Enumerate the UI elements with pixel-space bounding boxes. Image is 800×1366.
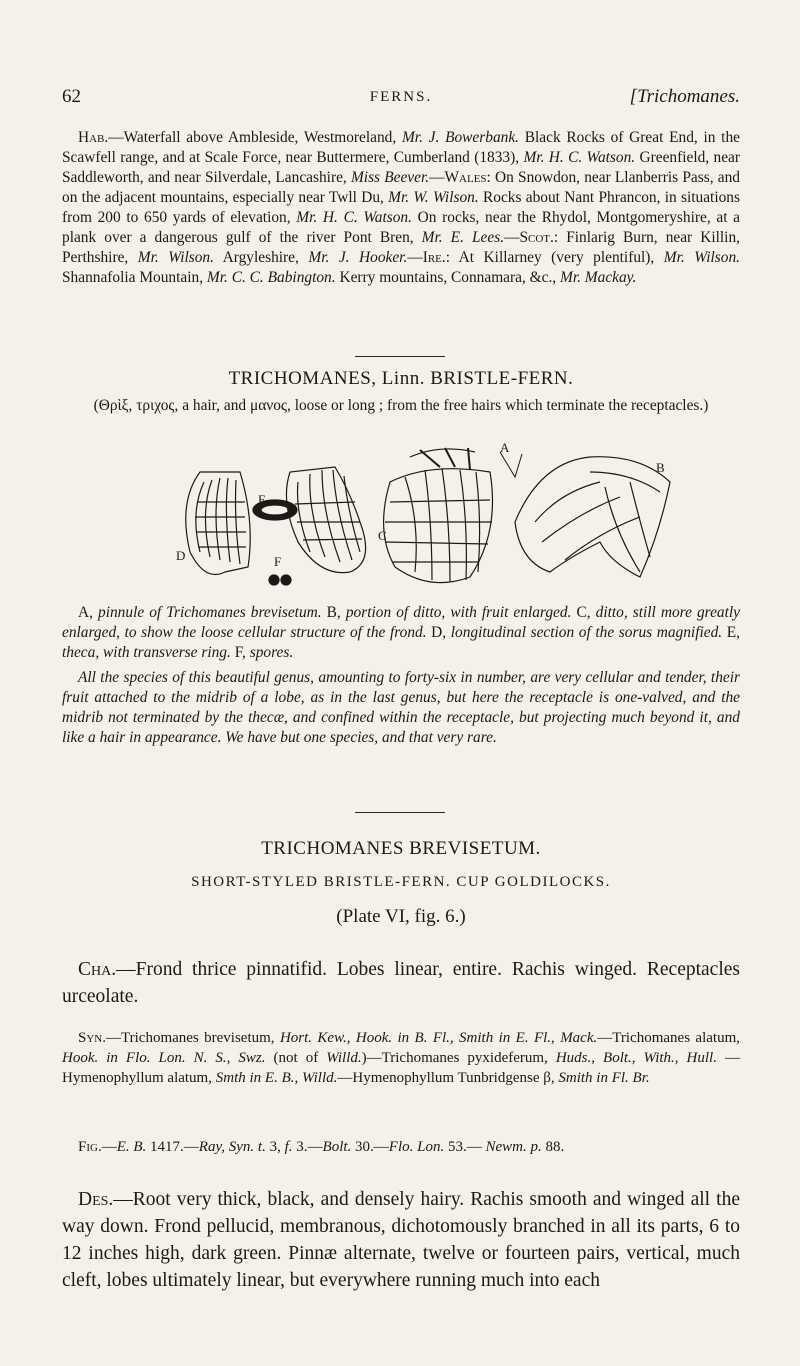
- hab-body-segment: Mr. J. Hooker.: [308, 249, 408, 266]
- figure-caption: [62, 603, 740, 663]
- figures-paragraph: [62, 1137, 740, 1157]
- fig-body-segment: —: [101, 1139, 117, 1155]
- hab-body-segment: Scot.: [519, 229, 554, 246]
- fig-label: Fig.: [78, 1139, 102, 1155]
- habitat-paragraph: [62, 128, 740, 288]
- hab-body-segment: Black Rocks of Great End, in the Scawfell range, and at Scale Force, near Buttermere, Cumberland (1833),: [62, 129, 740, 166]
- caption-body-segment: B,: [321, 604, 346, 621]
- hab-body-segment: Mr. Wilson.: [663, 249, 740, 266]
- caption-body-segment: E,: [722, 624, 740, 641]
- description-paragraph: [62, 1186, 740, 1294]
- hab-body-segment: Miss Beever.: [350, 169, 430, 186]
- syn-label: Syn.: [78, 1030, 106, 1046]
- hab-body-segment: Mr. Mackay.: [560, 269, 637, 286]
- label-a: A: [500, 442, 510, 455]
- hab-label: Hab.: [78, 129, 109, 146]
- hab-body-segment: —Waterfall above Ambleside, Westmoreland,: [108, 129, 402, 146]
- hab-body-segment: Mr. W. Wilson.: [388, 189, 479, 206]
- etymology: (Θρὶξ, τριχος, a hair, and μανος, loose or long ; from the free hairs which terminate the receptacles.): [93, 397, 709, 414]
- label-d: D: [176, 548, 186, 563]
- fig-body-segment: Ray, Syn. t.: [198, 1139, 266, 1155]
- section-divider: [355, 356, 445, 357]
- hab-body-segment: Wales: [444, 169, 487, 186]
- fig-body-segment: Flo. Lon.: [388, 1139, 445, 1155]
- hab-body-segment: Mr. H. C. Watson.: [523, 149, 636, 166]
- species-heading: TRICHOMANES BREVISETUM.: [261, 838, 541, 859]
- caption-body-segment: theca, with transverse ring.: [62, 644, 231, 661]
- hab-body-segment: Kerry mountains, Connamara, &c.,: [335, 269, 560, 286]
- characters-paragraph: [62, 956, 740, 1010]
- caption-body-segment: D,: [426, 624, 451, 641]
- hab-body-segment: On rocks, near the Rhydol, Montgomeryshire, at a plank over a dangerous gulf of the river Pont Bren,: [62, 209, 740, 246]
- label-c: C: [378, 528, 387, 543]
- hab-body-segment: Ire.: [422, 249, 446, 266]
- fig-body: [102, 1139, 565, 1155]
- plate-reference: (Plate VI, fig. 6.): [336, 906, 466, 927]
- common-names: SHORT-STYLED BRISTLE-FERN. CUP GOLDILOCKS.: [191, 874, 611, 890]
- syn-body-segment: )—Trichomanes pyxideferum,: [361, 1050, 556, 1066]
- syn-body-segment: —Hymenophyllum alatum,: [62, 1050, 740, 1086]
- genus-description: [62, 668, 740, 748]
- hab-body-segment: Greenfield, near Saddleworth, and near Silverdale, Lancashire,: [62, 149, 740, 186]
- hab-body-segment: Argyleshire,: [213, 249, 309, 266]
- label-b: B: [656, 460, 665, 475]
- caption-body-segment: pinnule of Trichomanes brevisetum.: [98, 604, 322, 621]
- hab-body-segment: : At Killarney (very plentiful),: [445, 249, 664, 266]
- hab-body-segment: Shannafolia Mountain,: [62, 269, 207, 286]
- hab-body-segment: —: [407, 249, 423, 266]
- hab-body-segment: Mr. C. C. Babington.: [206, 269, 336, 286]
- caption-body: [62, 604, 740, 661]
- fig-body-segment: E. B.: [116, 1139, 147, 1155]
- syn-body-segment: Smith in Fl. Br.: [558, 1070, 650, 1086]
- caption-body-segment: longitudinal section of the sorus magnified.: [450, 624, 723, 641]
- running-title: FERNS.: [369, 89, 433, 105]
- hab-body-segment: Mr. H. C. Watson.: [296, 209, 412, 226]
- fig-body-segment: 53.—: [444, 1139, 486, 1155]
- des-label: Des.: [78, 1188, 114, 1210]
- fig-body-segment: Newm. p.: [485, 1139, 542, 1155]
- syn-body-segment: (not of: [265, 1050, 327, 1066]
- fig-body-segment: f.: [284, 1139, 293, 1155]
- label-e: E: [258, 492, 266, 507]
- caption-body-segment: portion of ditto, with fruit enlarged.: [345, 604, 572, 621]
- hab-body-segment: Mr. E. Lees.: [421, 229, 505, 246]
- syn-body-segment: Hort. Kew., Hook. in B. Fl., Smith in E. Fl., Mack.: [279, 1030, 598, 1046]
- section-title: [Trichomanes.: [629, 86, 740, 107]
- hab-body-segment: : Finlarig Burn, near Killin, Perthshire,: [62, 229, 740, 266]
- hab-body-segment: : On Snowdon, near Llanberris Pass, and on the adjacent mountains, especially near Twll Du,: [62, 169, 741, 206]
- caption-body-segment: C,: [571, 604, 596, 621]
- syn-body: [62, 1030, 740, 1086]
- section-divider-2: [355, 812, 445, 813]
- fig-body-segment: 1417.—: [146, 1139, 199, 1155]
- genus-heading: TRICHOMANES, Linn. BRISTLE-FERN.: [228, 368, 574, 389]
- fig-body-segment: Bolt.: [322, 1139, 352, 1155]
- caption-body-segment: A,: [78, 604, 99, 621]
- genus-text: All the species of this beautiful genus, amounting to forty-six in number, are very cellular and tender, their fruit attached to the midrib of a lobe, as in the last genus, but here the receptacle is one-valved, and the midrib not terminated by the thecæ, and confined within the receptacle, but projecting much beyond it, and like a hair in appearance. We have but one species, and that very rare.: [62, 669, 740, 746]
- hab-body: [62, 129, 740, 286]
- hab-body-segment: —: [429, 169, 445, 186]
- hab-body-segment: Rocks about Nant Phrancon, in situations from 200 to 650 yards of elevation,: [62, 189, 740, 226]
- syn-body-segment: —Trichomanes alatum,: [597, 1030, 740, 1046]
- fig-body-segment: 3,: [265, 1139, 285, 1155]
- fern-illustration: [170, 442, 685, 590]
- hab-body-segment: Mr. Wilson.: [137, 249, 214, 266]
- syn-body-segment: Willd.: [326, 1050, 362, 1066]
- syn-body-segment: Hook. in Flo. Lon. N. S., Swz.: [62, 1050, 266, 1066]
- syn-body-segment: —Trichomanes brevisetum,: [105, 1030, 280, 1046]
- syn-body-segment: Huds., Bolt., With., Hull.: [555, 1050, 717, 1066]
- syn-body-segment: Smth in E. B., Willd.: [215, 1070, 338, 1086]
- fig-body-segment: 30.—: [351, 1139, 389, 1155]
- label-f: F: [274, 554, 282, 569]
- fern-engraving: [170, 442, 685, 590]
- caption-body-segment: ditto, still more greatly enlarged, to show the loose cellular structure of the frond.: [62, 604, 740, 641]
- cha-label: Cha.: [78, 958, 117, 980]
- cha-text: —Frond thrice pinnatifid. Lobes linear, entire. Rachis winged. Receptacles urceolate.: [62, 958, 740, 1007]
- fig-body-segment: 88.: [541, 1139, 565, 1155]
- caption-body-segment: spores.: [249, 644, 294, 661]
- hab-body-segment: —: [504, 229, 520, 246]
- running-header: [62, 86, 740, 114]
- des-text: —Root very thick, black, and densely hairy. Rachis smooth and winged all the way down. Frond pellucid, membranous, dichotomously branched in all its parts, 6 to 12 inches high, dark green. Pinnæ alternate, twelve or fourteen pairs, vertical, much cleft, lobes ultimately linear, but everywhere running much into each: [62, 1188, 740, 1291]
- synonyms-paragraph: [62, 1028, 740, 1088]
- hab-body-segment: Mr. J. Bowerbank.: [401, 129, 520, 146]
- fig-body-segment: 3.—: [292, 1139, 323, 1155]
- syn-body-segment: —Hymenophyllum Tunbridgense β,: [337, 1070, 559, 1086]
- caption-body-segment: F,: [230, 644, 250, 661]
- page-number: 62: [62, 86, 81, 107]
